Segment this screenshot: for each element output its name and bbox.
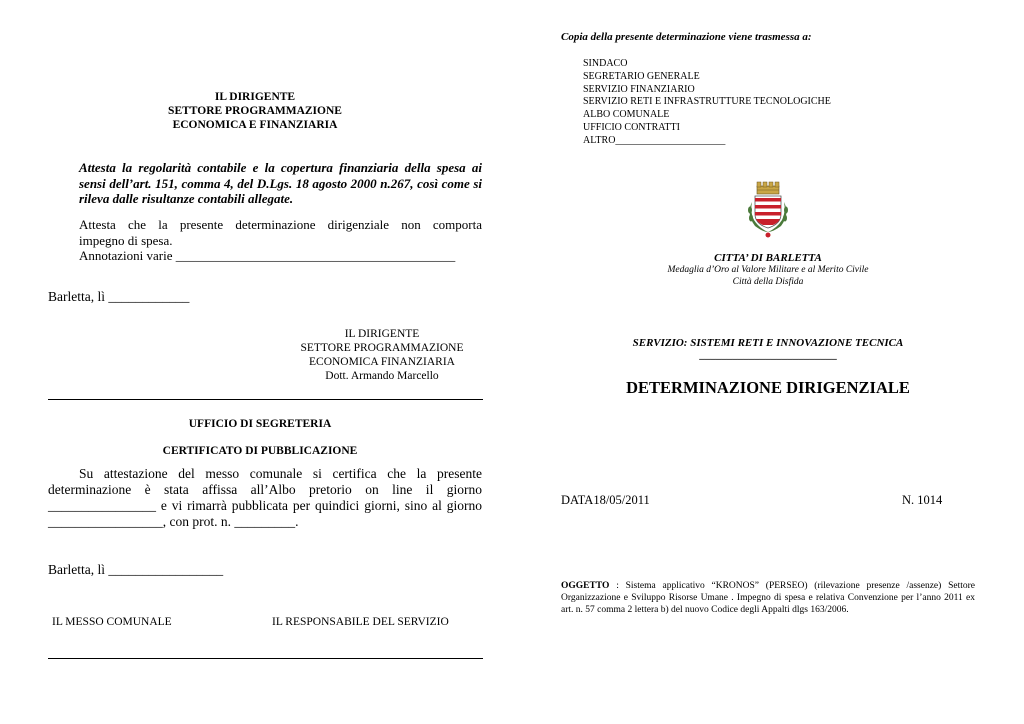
recipient-item[interactable]: SERVIZIO FINANZIARIO xyxy=(583,83,695,95)
ufficio-heading: UFFICIO DI SEGRETERIA xyxy=(188,418,332,430)
recipient-item[interactable]: SEGRETARIO GENERALE xyxy=(583,70,700,82)
divider-bottom xyxy=(48,658,483,659)
crown-icon xyxy=(757,182,779,194)
cert-line: ________________ e vi rimarrà pubblicata per quindici giorni, sino al giorno xyxy=(48,498,482,513)
dirigente-signature xyxy=(272,327,492,383)
recipient-list xyxy=(573,58,831,148)
dirigente-header xyxy=(140,90,370,132)
servizio-underline: _________________________ xyxy=(699,349,837,361)
annotazioni-field[interactable]: Annotazioni varie ___________________________________________ xyxy=(79,248,456,263)
divider-top xyxy=(48,399,483,400)
attest-2 xyxy=(48,217,482,264)
cert-line: determinazione è stata affissa all’Albo pretorio on line il giorno xyxy=(48,482,482,497)
barletta-coat-of-arms-icon xyxy=(743,180,793,242)
signature-line: IL DIRIGENTE xyxy=(344,328,420,340)
dirigente-header-line: SETTORE PROGRAMMAZIONE xyxy=(168,105,342,117)
attest-2-line: impegno di spesa. xyxy=(79,232,173,248)
attest-1-text: Attesta la regolarità contabile e la copertura finanziaria della spesa ai sensi dell’art. 151, comma 4, del D.Lgs. 18 agosto 2000 n.267, così come si rileva dalle risultanze contabili allegate. xyxy=(79,160,482,206)
medaglia-line: Medaglia d’Oro al Valore Militare e al Merito Civile xyxy=(667,265,869,275)
recipient-item[interactable]: SERVIZIO RETI E INFRASTRUTTURE TECNOLOGICHE xyxy=(583,96,831,108)
responsabile-label: IL RESPONSABILE DEL SERVIZIO xyxy=(272,616,449,628)
barletta-date-2[interactable]: Barletta, lì _________________ xyxy=(48,562,224,577)
document-title: DETERMINAZIONE DIRIGENZIALE xyxy=(626,378,910,397)
attest-2-line: Attesta che la presente determinazione dirigenziale non comporta xyxy=(79,217,482,232)
recipient-item[interactable]: ALTRO______________________ xyxy=(583,134,726,146)
servizio-heading: SERVIZIO: SISTEMI RETI E INNOVAZIONE TECNICA xyxy=(632,337,904,349)
oggetto-block xyxy=(561,580,975,616)
attest-1 xyxy=(48,160,482,207)
document-date: DATA18/05/2011 xyxy=(561,493,650,507)
messo-comunale-label: IL MESSO COMUNALE xyxy=(52,616,172,628)
city-name: CITTA’ DI BARLETTA xyxy=(714,252,822,264)
dirigente-header-line: IL DIRIGENTE xyxy=(214,91,296,103)
signature-line: Dott. Armando Marcello xyxy=(325,370,439,382)
recipient-item[interactable]: SINDACO xyxy=(583,58,628,69)
copia-title: Copia della presente determinazione viene trasmessa a: xyxy=(561,31,812,43)
recipient-item[interactable]: UFFICIO CONTRATTI xyxy=(583,121,680,133)
certificato-heading: CERTIFICATO DI PUBBLICAZIONE xyxy=(162,445,358,457)
oggetto-label: OGGETTO xyxy=(561,581,610,591)
dirigente-header-line: ECONOMICA E FINANZIARIA xyxy=(172,119,338,131)
signature-line: SETTORE PROGRAMMAZIONE xyxy=(300,342,464,354)
disfida-line: Città della Disfida xyxy=(732,277,804,287)
document-number: N. 1014 xyxy=(902,493,943,507)
shield-icon xyxy=(755,196,781,228)
cert-line: Su attestazione del messo comunale si certifica che la presente xyxy=(79,466,482,481)
certificato-text xyxy=(48,466,482,530)
signature-line: ECONOMICA FINANZIARIA xyxy=(309,356,455,368)
recipient-item[interactable]: ALBO COMUNALE xyxy=(583,109,670,121)
cert-line: _________________, con prot. n. _________. xyxy=(48,514,299,529)
barletta-date-1[interactable]: Barletta, lì ____________ xyxy=(48,289,190,304)
oggetto-text: : Sistema applicativo “KRONOS” (PERSEO) (rilevazione presenze /assenze) Settore Organizzazione e Sviluppo Risorse Umane . Impegno di spesa e relativa Convenzione per l’anno 2011 ex art. n. 57 comma 2 lettera b) del nuovo Codice degli Appalti dlgs 163/2006. xyxy=(561,581,975,615)
